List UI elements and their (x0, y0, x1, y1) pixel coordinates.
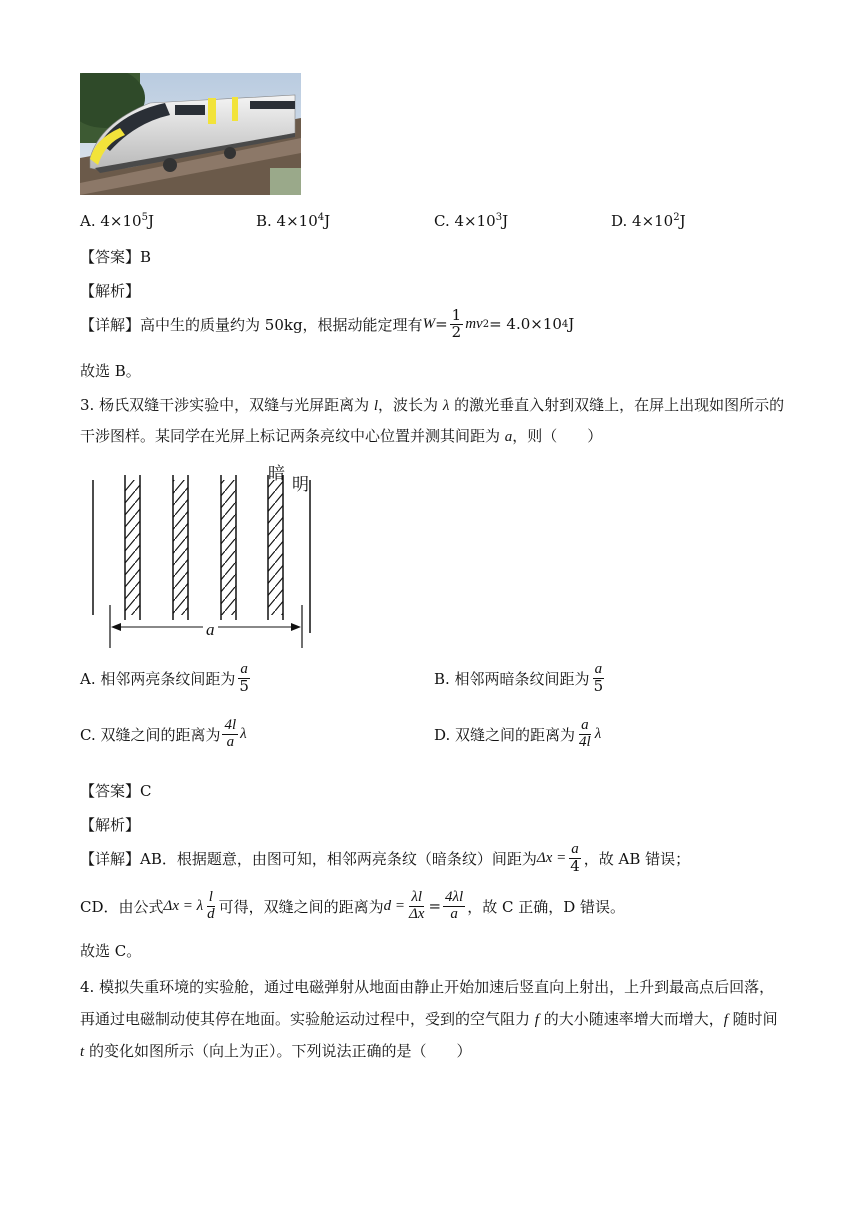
q2-detail-unit: J (568, 315, 575, 334)
q3-option-c-fraction (222, 718, 238, 751)
q3-analysis-heading: 【解析】 (80, 816, 141, 834)
q3-detail-text: 可得，双缝之间的距离为 (218, 897, 384, 916)
q2-detail-fraction (450, 308, 464, 341)
q2-conclusion: 故选 B。 (80, 362, 141, 380)
q3-option-b-fraction (592, 662, 606, 695)
fraction-numerator: λl (411, 889, 423, 905)
fraction-numerator: a (594, 661, 603, 677)
q3-option-d (434, 718, 601, 751)
q3-answer: 【答案】C (80, 782, 152, 800)
fraction-numerator: 4l (224, 717, 237, 733)
q3-option-c (80, 718, 247, 751)
q4-stem-line1: 4. 模拟失重环境的实验舱，通过电磁弹射从地面由静止开始加速后竖直向上射出，上升到最高点后回落， (80, 978, 775, 996)
q3-detail-fraction (407, 890, 426, 923)
option-a-text: A. 4×10 (80, 212, 142, 230)
q4-stem-line3 (80, 1040, 471, 1061)
q3-stem-lambda: λ (442, 398, 450, 414)
q4-stem-text: 的大小随速率增大而增大， (538, 1010, 724, 1028)
option-c-exponent: 3 (495, 212, 503, 223)
fringe-1 (125, 475, 140, 620)
option-b-unit: J (324, 212, 331, 230)
q4-stem-text: 随时间 (727, 1010, 778, 1028)
q3-option-a-text: A. 相邻两亮条纹间距为 (80, 669, 236, 688)
q3-option-b (434, 662, 607, 695)
q3-detail-formula: Δx = λ (163, 897, 204, 914)
fraction-denominator: d (207, 905, 215, 922)
option-d-text: D. 4×10 (611, 212, 674, 230)
high-speed-train-photo (80, 73, 301, 195)
q3-detail-fraction (443, 890, 465, 923)
option-a-unit: J (147, 212, 154, 230)
q3-stem-text: 干涉图样。某同学在光屏上标记两条亮纹中心位置并测其间距为 (80, 427, 505, 445)
fraction-denominator: 5 (239, 676, 249, 695)
q4-stem-f: f (723, 1012, 728, 1028)
q3-detail-text: ，故 AB 错误； (583, 849, 691, 868)
fraction-denominator: 2 (451, 322, 462, 341)
q2-analysis-heading: 【解析】 (80, 282, 141, 300)
q3-detail-eq: = (428, 897, 442, 916)
q3-stem-text: ，波长为 (378, 396, 443, 414)
q4-stem-text: 再通过电磁制动使其停在地面。实验舱运动过程中，受到的空气阻力 (80, 1010, 535, 1028)
q3-option-a-fraction (237, 662, 251, 695)
fringe-3 (221, 475, 236, 620)
q3-detail-fraction (205, 890, 217, 923)
fraction-denominator: Δx (409, 905, 425, 922)
fraction-numerator: a (240, 661, 248, 677)
q3-detail-fraction (568, 842, 582, 875)
q3-detail-d: d = (383, 897, 405, 914)
q3-stem-l: l (373, 398, 379, 414)
q3-option-c-lambda: λ (240, 725, 247, 742)
q3-stem-text: 3. 杨氏双缝干涉实验中，双缝与光屏距离为 (80, 396, 374, 414)
fraction-denominator: a (226, 733, 235, 750)
fraction-numerator: a (581, 717, 589, 733)
q2-detail-eq: = (435, 315, 448, 334)
q2-detail-result: = 4.0×10 (489, 315, 562, 334)
q3-detail-dx: Δx = (536, 849, 567, 866)
q3-detail-line1 (80, 842, 690, 875)
option-b (256, 212, 330, 230)
q3-detail-line2 (80, 890, 625, 923)
fringe-2 (173, 475, 188, 620)
fraction-denominator: a (450, 905, 458, 922)
fraction-denominator: 5 (593, 676, 604, 695)
fraction-denominator: 4 (570, 856, 580, 875)
q3-option-d-fraction (577, 718, 593, 751)
q3-option-d-text: D. 双缝之间的距离为 (434, 725, 576, 744)
q3-stem-line2 (80, 425, 602, 446)
q3-option-d-lambda: λ (594, 725, 602, 742)
q3-detail-text: CD．由公式 (80, 897, 164, 916)
q3-conclusion: 故选 C。 (80, 942, 142, 960)
q3-detail-text: 【详解】AB．根据题意，由图可知，相邻两亮条纹（暗条纹）间距为 (80, 849, 537, 868)
q2-detail-text: 【详解】高中生的质量约为 50kg，根据动能定理有 (80, 315, 423, 334)
fraction-numerator: 1 (451, 306, 462, 324)
option-d-unit: J (679, 212, 686, 230)
fraction-numerator: l (208, 889, 213, 905)
fraction-denominator: 4l (579, 733, 591, 750)
q2-answer: 【答案】B (80, 248, 152, 266)
q4-stem-line2 (80, 1008, 778, 1029)
q4-stem-f: f (534, 1012, 539, 1028)
q4-stem-t: t (80, 1044, 85, 1060)
q3-stem-text: 的激光垂直入射到双缝上，在屏上出现如图所示的 (449, 396, 785, 414)
fraction-numerator: 4λl (445, 889, 464, 905)
q2-detail-w: W (422, 315, 436, 332)
option-b-exponent: 4 (317, 212, 325, 223)
q3-detail-text: ，故 C 正确，D 错误。 (467, 897, 626, 916)
option-c-text: C. 4×10 (434, 212, 496, 230)
q3-option-c-text: C. 双缝之间的距离为 (80, 725, 221, 744)
bright-fringe-label: 明 (292, 475, 309, 495)
q2-detail-mv: mv (465, 315, 483, 332)
option-d-exponent: 2 (673, 212, 680, 223)
dark-fringe-label: 暗 (268, 464, 285, 484)
q2-detail-exp: 2 (482, 318, 490, 330)
dimension-a-label: a (203, 620, 218, 640)
option-b-text: B. 4×10 (256, 212, 318, 230)
option-c-unit: J (502, 212, 509, 230)
option-c (434, 212, 508, 230)
option-a-exponent: 5 (141, 212, 148, 223)
q3-option-a (80, 662, 253, 695)
fraction-numerator: a (571, 841, 579, 857)
q2-detail-result-exp: 4 (561, 318, 569, 330)
fringe-4 (268, 475, 283, 620)
option-a (80, 212, 154, 230)
q3-stem-a: a (504, 429, 513, 445)
option-d (611, 212, 686, 230)
q3-stem-text: ，则（ ） (512, 427, 603, 445)
q2-detail (80, 308, 574, 341)
q4-stem-text: 的变化如图所示（向上为正）。下列说法正确的是（ ） (84, 1042, 472, 1060)
q3-stem-line1 (80, 394, 784, 415)
q3-option-b-text: B. 相邻两暗条纹间距为 (434, 669, 590, 688)
